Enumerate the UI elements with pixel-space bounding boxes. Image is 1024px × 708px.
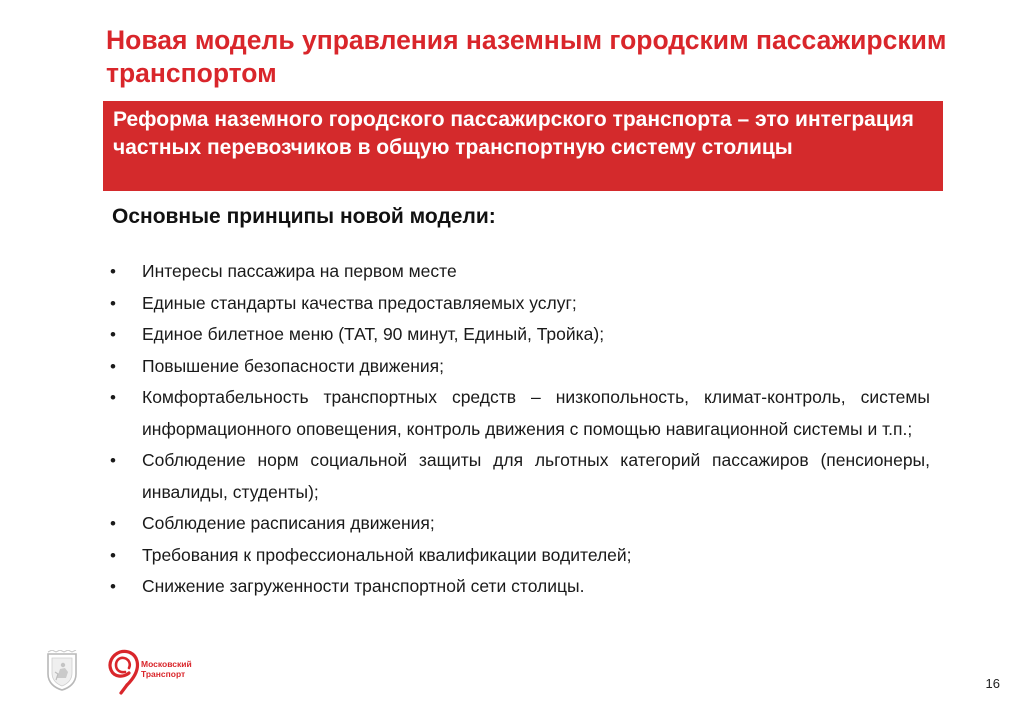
banner-text: Реформа наземного городского пассажирского транспорта – это интеграция частных перевозчиков в общую транспортную систему столицы <box>113 108 914 159</box>
moscow-transport-logo <box>103 647 223 695</box>
list-item: • Соблюдение норм социальной защиты для льготных категорий пассажиров (пенсионеры, инвалиды, студенты); <box>110 445 930 508</box>
list-item: • Единые стандарты качества предоставляемых услуг; <box>110 288 930 320</box>
principles-list <box>110 256 930 603</box>
logo-line-1: Московский <box>141 659 192 669</box>
logo-wordmark <box>141 659 221 679</box>
list-item: • Снижение загруженности транспортной сети столицы. <box>110 571 930 603</box>
logo-line-2: Транспорт <box>141 669 186 679</box>
moscow-transport-logo-icon <box>103 647 145 695</box>
page-number: 16 <box>985 676 1000 691</box>
highlight-banner <box>103 101 943 191</box>
list-item: • Соблюдение расписания движения; <box>110 508 930 540</box>
moscow-coat-of-arms-icon <box>44 650 80 692</box>
list-item: • Повышение безопасности движения; <box>110 351 930 383</box>
list-item: • Единое билетное меню (ТАТ, 90 минут, Единый, Тройка); <box>110 319 930 351</box>
list-item: • Требования к профессиональной квалификации водителей; <box>110 540 930 572</box>
list-item: • Комфортабельность транспортных средств – низкопольность, климат-контроль, системы информационного оповещения, контроль движения с помощью навигационной системы и т.п.; <box>110 382 930 445</box>
page-title: Новая модель управления наземным городским пассажирским транспортом <box>106 25 947 88</box>
section-subheading: Основные принципы новой модели: <box>112 205 496 228</box>
list-item: • Интересы пассажира на первом месте <box>110 256 930 288</box>
